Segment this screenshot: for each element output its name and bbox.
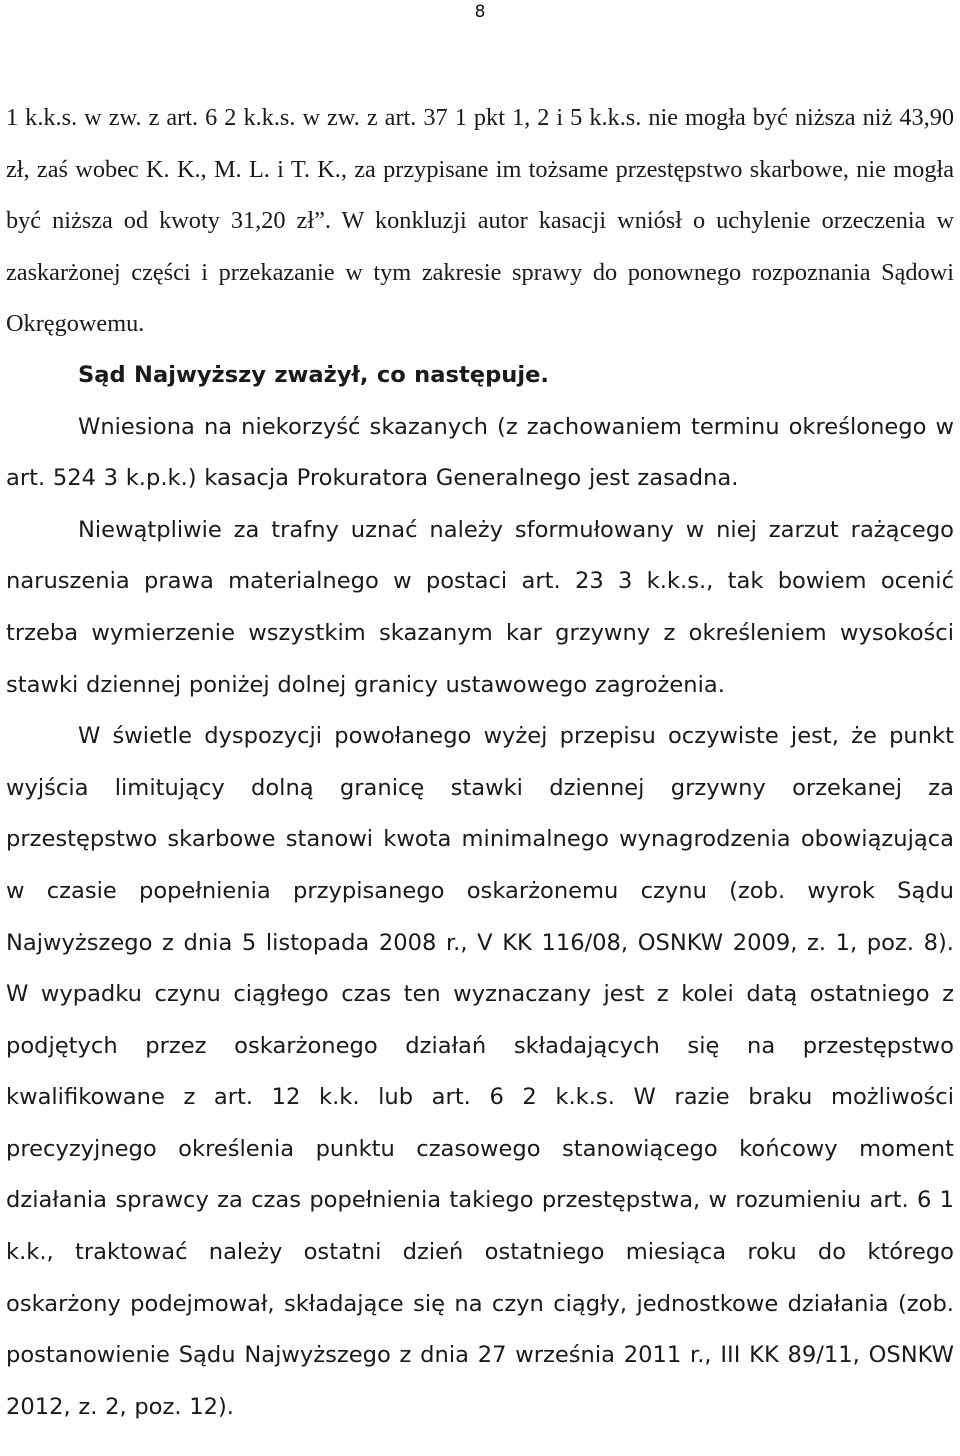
paragraph-cassation-grounded: Wniesiona na niekorzyść skazanych (z zachowaniem terminu określonego w art. 524 3 k.p.k.) kasacja Prokuratora Generalnego jest zasadna. [6,413,954,492]
paragraph-legal-violation: Niewątpliwie za trafny uznać należy sformułowany w niej zarzut rażącego naruszenia prawa materialnego w postaci art. 23 3 k.k.s., tak bowiem ocenić trzeba wymierzenie wszystkim skazanym kar grzywny z określeniem wysokości stawki dziennej poniżej dolnej granicy ustawowego zagrożenia. [6,516,954,698]
paragraph-daily-rate-analysis: W świetle dyspozycji powołanego wyżej przepisu oczywiste jest, że punkt wyjścia limitujący dolną granicę stawki dziennej grzywny orzekanej za przestępstwo skarbowe stanowi kwota minimalnego wynagrodzenia obowiązująca w czasie popełnienia przypisanego oskarżonemu czynu (zob. wyrok Sądu Najwyższego z dnia 5 listopada 2008 r., V KK 116/08, OSNKW 2009, z. 1, poz. 8). W wypadku czynu ciągłego czas ten wyznaczany jest z kolei datą ostatniego z podjętych przez oskarżonego działań składających się na przestępstwo kwalifikowane z art. 12 k.k. lub art. 6 2 k.k.s. W razie braku możliwości precyzyjnego określenia punktu czasowego stanowiącego końcowy moment działania sprawcy za czas popełnienia takiego przestępstwa, w rozumieniu art. 6 1 k.k., traktować należy ostatni dzień ostatniego miesiąca roku do którego oskarżony podejmował, składające się na czyn ciągły, jednostkowe działania (zob. postanowienie Sądu Najwyższego z dnia 27 września 2011 r., III KK 89/11, OSNKW 2012, z. 2, poz. 12). [6,723,954,1420]
page-number: 8 [474,2,486,22]
body-text [6,92,954,1433]
paragraph-sentence-continuation: 1 k.k.s. w zw. z art. 6 2 k.k.s. w zw. z art. 37 1 pkt 1, 2 i 5 k.k.s. nie mogła być niższa niż 43,90 zł, zaś wobec K. K., M. L. i T. K., za przypisane im tożsame przestępstwo skarbowe, nie mogła być niższa od kwoty 31,20 zł”. W konkluzji autor kasacji wniósł o uchylenie orzeczenia w zaskarżonej części i przekazanie w tym zakresie sprawy do ponownego rozpoznania Sądowi Okręgowemu. [6,104,954,338]
section-heading: Sąd Najwyższy zważył, co następuje. [78,361,549,388]
